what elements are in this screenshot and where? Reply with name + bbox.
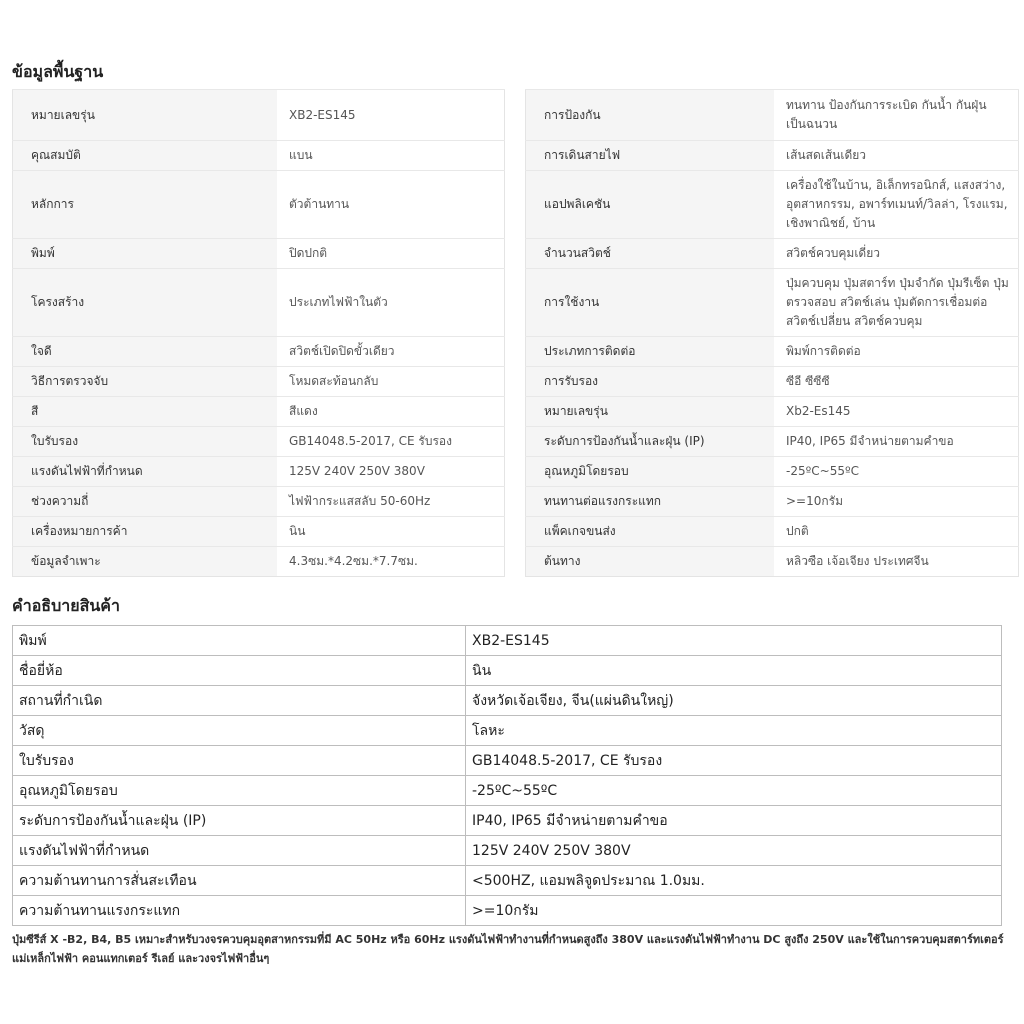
table-row	[526, 427, 1019, 457]
spec-key: คุณสมบัติ	[13, 141, 278, 171]
table-row	[13, 656, 1002, 686]
spec-value: สวิตช์เปิดปิดขั้วเดียว	[277, 337, 505, 367]
spec-key: อุณหภูมิโดยรอบ	[526, 457, 775, 487]
table-row	[526, 487, 1019, 517]
basic-info-title: ข้อมูลพื้นฐาน	[12, 62, 104, 81]
table-row	[13, 457, 505, 487]
spec-key: การรับรอง	[526, 367, 775, 397]
table-row	[526, 171, 1019, 239]
spec-value: แบน	[277, 141, 505, 171]
desc-key: วัสดุ	[13, 716, 466, 746]
spec-value: ปกติ	[774, 517, 1019, 547]
table-row	[13, 367, 505, 397]
spec-key: แรงดันไฟฟ้าที่กำหนด	[13, 457, 278, 487]
spec-value: เส้นสดเส้นเดียว	[774, 141, 1019, 171]
spec-value: เครื่องใช้ในบ้าน, อิเล็กทรอนิกส์, แสงสว่าง, อุตสาหกรรม, อพาร์ทเมนท์/วิลล่า, โรงแรม, เชิงพาณิชย์, บ้าน	[774, 171, 1019, 239]
spec-value: ประเภทไฟฟ้าในตัว	[277, 269, 505, 337]
spec-value: ปุ่มควบคุม ปุ่มสตาร์ท ปุ่มจำกัด ปุ่มรีเซ็ต ปุ่มตรวจสอบ สวิตช์เล่น ปุ่มตัดการเชื่อมต่อ สวิตช์เปลี่ยน สวิตช์ควบคุม	[774, 269, 1019, 337]
spec-key: สี	[13, 397, 278, 427]
table-row	[13, 866, 1002, 896]
table-row	[13, 487, 505, 517]
spec-key: ต้นทาง	[526, 547, 775, 577]
table-row	[13, 427, 505, 457]
spec-key: แอปพลิเคชัน	[526, 171, 775, 239]
table-row	[526, 547, 1019, 577]
spec-key: วิธีการตรวจจับ	[13, 367, 278, 397]
spec-value: โหมดสะท้อนกลับ	[277, 367, 505, 397]
spec-value: XB2-ES145	[277, 90, 505, 141]
table-row	[13, 716, 1002, 746]
table-row	[526, 397, 1019, 427]
desc-value: นิน	[466, 656, 1002, 686]
spec-key: ข้อมูลจำเพาะ	[13, 547, 278, 577]
table-row	[13, 90, 505, 141]
spec-key: ช่วงความถี่	[13, 487, 278, 517]
table-row	[13, 806, 1002, 836]
desc-value: จังหวัดเจ้อเจียง, จีน(แผ่นดินใหญ่)	[466, 686, 1002, 716]
table-row	[526, 269, 1019, 337]
spec-value: IP40, IP65 มีจำหน่ายตามคำขอ	[774, 427, 1019, 457]
table-row	[13, 269, 505, 337]
spec-value: พิมพ์การติดต่อ	[774, 337, 1019, 367]
spec-value: Xb2-Es145	[774, 397, 1019, 427]
table-row	[526, 517, 1019, 547]
spec-key: ใบรับรอง	[13, 427, 278, 457]
spec-value: หลิวซือ เจ้อเจียง ประเทศจีน	[774, 547, 1019, 577]
spec-value: นิน	[277, 517, 505, 547]
desc-key: สถานที่กำเนิด	[13, 686, 466, 716]
spec-value: สวิตช์ควบคุมเดี่ยว	[774, 239, 1019, 269]
spec-key: หลักการ	[13, 171, 278, 239]
table-row	[13, 547, 505, 577]
desc-key: ชื่อยี่ห้อ	[13, 656, 466, 686]
table-row	[526, 457, 1019, 487]
spec-key: พิมพ์	[13, 239, 278, 269]
spec-key: การใช้งาน	[526, 269, 775, 337]
spec-key: แพ็คเกจขนส่ง	[526, 517, 775, 547]
table-row	[526, 239, 1019, 269]
table-row	[526, 90, 1019, 141]
product-description-title: คำอธิบายสินค้า	[12, 596, 120, 615]
spec-key: ประเภทการติดต่อ	[526, 337, 775, 367]
table-row	[13, 397, 505, 427]
spec-value: 4.3ซม.*4.2ซม.*7.7ซม.	[277, 547, 505, 577]
spec-key: เครื่องหมายการค้า	[13, 517, 278, 547]
table-row	[13, 517, 505, 547]
table-row	[13, 686, 1002, 716]
table-row	[13, 746, 1002, 776]
basic-info-right-table	[525, 89, 1019, 577]
table-row	[13, 626, 1002, 656]
spec-value: ปิดปกติ	[277, 239, 505, 269]
table-row	[526, 141, 1019, 171]
table-row	[13, 171, 505, 239]
spec-key: หมายเลขรุ่น	[526, 397, 775, 427]
spec-key: หมายเลขรุ่น	[13, 90, 278, 141]
desc-key: ความต้านทานแรงกระแทก	[13, 896, 466, 926]
spec-value: >=10กรัม	[774, 487, 1019, 517]
table-row	[13, 896, 1002, 926]
desc-value: >=10กรัม	[466, 896, 1002, 926]
spec-value: ซีอี ซีซีซี	[774, 367, 1019, 397]
desc-value: <500HZ, แอมพลิจูดประมาณ 1.0มม.	[466, 866, 1002, 896]
spec-value: ตัวต้านทาน	[277, 171, 505, 239]
basic-info-left-table	[12, 89, 505, 577]
desc-key: อุณหภูมิโดยรอบ	[13, 776, 466, 806]
spec-key: การป้องกัน	[526, 90, 775, 141]
table-row	[13, 836, 1002, 866]
desc-key: แรงดันไฟฟ้าที่กำหนด	[13, 836, 466, 866]
spec-key: ใจดี	[13, 337, 278, 367]
spec-key: ระดับการป้องกันน้ำและฝุ่น (IP)	[526, 427, 775, 457]
spec-value: 125V 240V 250V 380V	[277, 457, 505, 487]
table-row	[13, 337, 505, 367]
table-row	[13, 239, 505, 269]
product-description-table	[12, 625, 1002, 926]
desc-value: GB14048.5-2017, CE รับรอง	[466, 746, 1002, 776]
spec-value: ไฟฟ้ากระแสสลับ 50-60Hz	[277, 487, 505, 517]
desc-value: 125V 240V 250V 380V	[466, 836, 1002, 866]
spec-key: ทนทานต่อแรงกระแทก	[526, 487, 775, 517]
desc-value: -25ºC~55ºC	[466, 776, 1002, 806]
spec-value: ทนทาน ป้องกันการระเบิด กันน้ำ กันฝุ่น เป็นฉนวน	[774, 90, 1019, 141]
table-row	[526, 337, 1019, 367]
desc-key: พิมพ์	[13, 626, 466, 656]
table-row	[13, 141, 505, 171]
desc-key: ใบรับรอง	[13, 746, 466, 776]
desc-value: XB2-ES145	[466, 626, 1002, 656]
desc-key: ระดับการป้องกันน้ำและฝุ่น (IP)	[13, 806, 466, 836]
table-row	[526, 367, 1019, 397]
spec-value: -25ºC~55ºC	[774, 457, 1019, 487]
spec-key: การเดินสายไฟ	[526, 141, 775, 171]
desc-value: IP40, IP65 มีจำหน่ายตามคำขอ	[466, 806, 1002, 836]
spec-key: จำนวนสวิตช์	[526, 239, 775, 269]
spec-key: โครงสร้าง	[13, 269, 278, 337]
desc-value: โลหะ	[466, 716, 1002, 746]
spec-value: GB14048.5-2017, CE รับรอง	[277, 427, 505, 457]
table-row	[13, 776, 1002, 806]
product-note: ปุ่มซีรีส์ X -B2, B4, B5 เหมาะสำหรับวงจรควบคุมอุตสาหกรรมที่มี AC 50Hz หรือ 60Hz แรงดันไฟฟ้าทำงานที่กำหนดสูงถึง 380V และแรงดันไฟฟ้าทำงาน DC สูงถึง 250V และใช้ในการควบคุมสตาร์ทเตอร์แม่เหล็กไฟฟ้า คอนแทกเตอร์ รีเลย์ และวงจรไฟฟ้าอื่นๆ	[12, 933, 1004, 965]
spec-value: สีแดง	[277, 397, 505, 427]
desc-key: ความต้านทานการสั่นสะเทือน	[13, 866, 466, 896]
